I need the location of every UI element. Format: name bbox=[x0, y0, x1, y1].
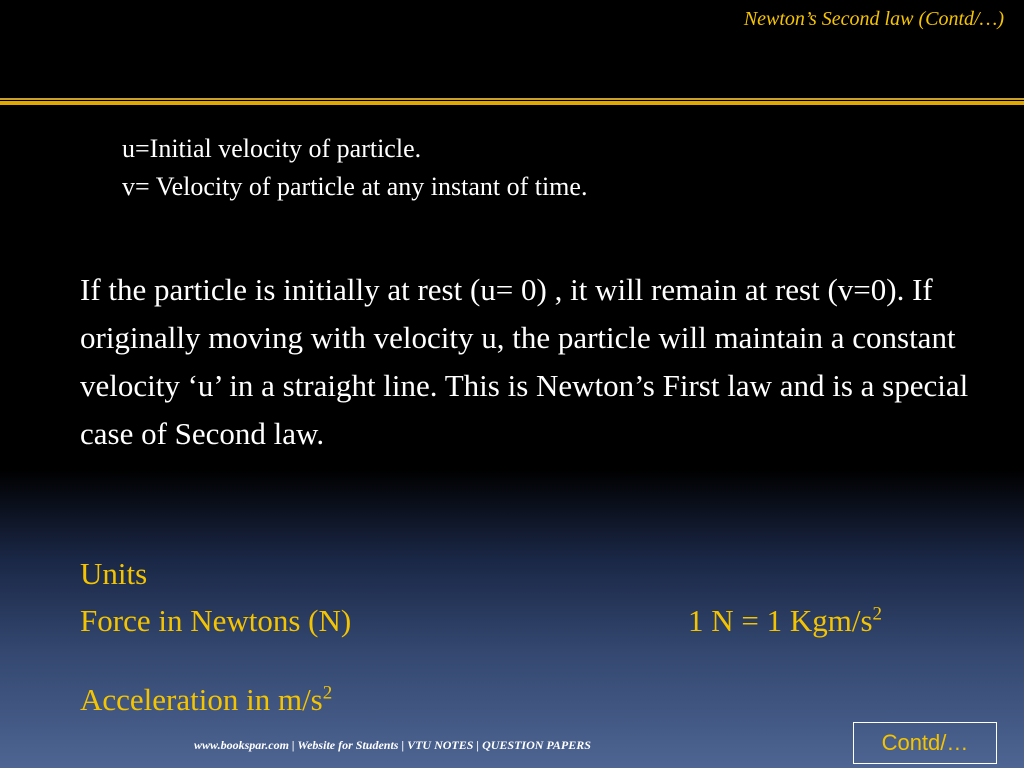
force-units-equation bbox=[688, 603, 882, 639]
force-units-label: Force in Newtons (N) bbox=[80, 603, 352, 638]
slide-title: Newton’s Second law (Contd/…) bbox=[743, 8, 1004, 30]
body-paragraph: If the particle is initially at rest (u= 0) , it will remain at rest (v=0). If originally moving with velocity u, the particle will maintain a constant velocity ‘u’ in a straight line. This is Newton’s First law and is a special case of Second law. bbox=[80, 272, 969, 451]
header-divider-thin bbox=[0, 98, 1024, 100]
header-divider-thick bbox=[0, 101, 1024, 105]
acceleration-units-exponent: 2 bbox=[322, 682, 333, 704]
acceleration-units-text: Acceleration in m/s bbox=[80, 682, 323, 717]
acceleration-units bbox=[80, 682, 332, 718]
definition-v: v= Velocity of particle at any instant of time. bbox=[122, 172, 588, 201]
definition-u: u=Initial velocity of particle. bbox=[122, 134, 422, 163]
contd-next-button[interactable]: Contd/… bbox=[853, 722, 997, 764]
footer-credit: www.bookspar.com | Website for Students | VTU NOTES | QUESTION PAPERS bbox=[194, 738, 591, 752]
force-equation-text: 1 N = 1 Kgm/s bbox=[688, 603, 873, 638]
units-heading: Units bbox=[80, 556, 148, 591]
force-equation-exponent: 2 bbox=[872, 603, 883, 625]
definitions-list bbox=[122, 130, 587, 206]
